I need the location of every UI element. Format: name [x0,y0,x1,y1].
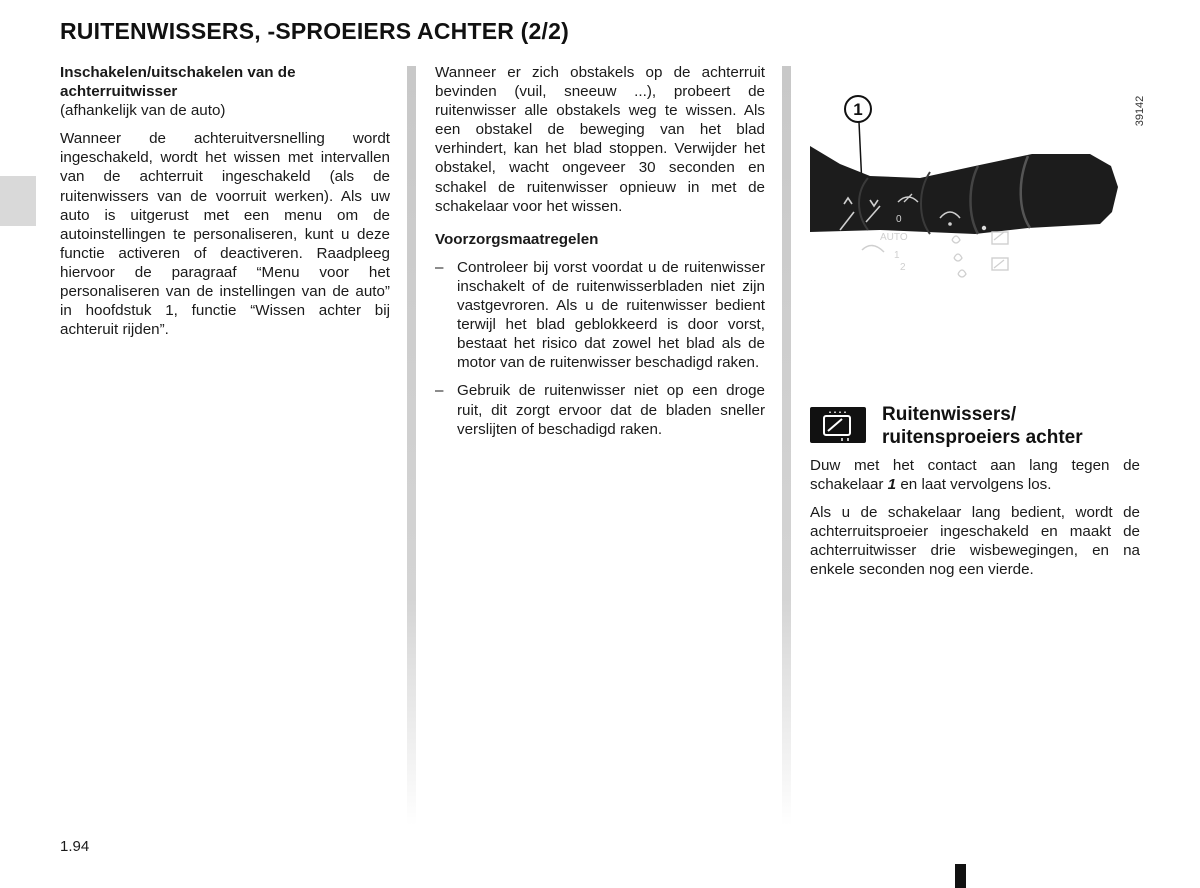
column-3 [810,456,1140,580]
stalk-label-1: 1 [894,250,900,261]
rear-wiper-icon [992,258,1008,270]
activation-body-text: Wanneer de achteruitversnelling wordt ingeschakeld, wordt het wissen met intervallen van de achterruit ingeschakeld (als de ruitenwissers van de voorruit werken). Als uw auto is uitgerust met een menu om de autoinstellingen te personaliseren, kunt u deze functie activeren of deactiveren. Raadpleeg hiervoor de paragraaf “Menu voor het personaliseren van de instellingen van de auto” in hoofdstuk 1, functie “Wissen achter bij achteruit rijden”. [60,130,390,339]
reference-code: 39142 [1134,95,1146,127]
page-number: 1.94 [60,838,90,855]
stalk-body [810,146,1118,234]
precaution-bullet-2 [435,381,765,438]
wiper-stalk-figure [800,62,1150,382]
column-divider-left [407,66,416,826]
washer-paragraph-1-start: Duw met het contact aan lang tegen de schakelaar [810,457,1140,494]
stalk-label-auto: AUTO [880,232,908,243]
section-title-line-1: Ruitenwissers/ [882,404,1017,425]
dash-marker: – [435,258,444,276]
washer-paragraph-1 [810,456,1140,494]
precaution-bullet-2-text: Gebruik de ruitenwisser niet op een droge ruit, dit zorgt ervoor dat de bladen sneller verslijten of beschadigd raken. [457,382,765,438]
page-corner-mark [955,864,966,888]
dot-marker [982,226,986,230]
washer-paragraph-1-end: en laat vervolgens los. [896,476,1052,494]
section-subheading: (afhankelijk van de auto) [60,102,226,120]
column-1 [60,63,390,339]
section-heading-activation: Inschakelen/uitschakelen van de achterruitwisser [60,64,296,101]
page-title: RUITENWISSERS, -SPROEIERS ACHTER (2/2) [60,18,569,44]
windscreen-wiper-icon [862,245,884,252]
washer-paragraph-2: Als u de schakelaar lang bedient, wordt de achterruitsproeier ingeschakeld en maakt de achterruitwisser drie wisbewegingen, en na enkele seconden nog een vierde. [810,504,1140,579]
rear-window-washer-icon [810,407,866,443]
column-2 [435,63,765,439]
dash-marker: – [435,382,444,400]
wiper-stalk-illustration [800,62,1150,382]
column-divider-right [782,66,791,826]
stalk-label-0: 0 [896,214,902,225]
precaution-bullet-1-text: Controleer bij vorst voordat u de ruitenwisser inschakelt of de ruitenwisserbladen niet zijn vastgevroren. Als u de ruitenwisser bedient terwijl het blad geblokkeerd is door vorst, bestaat het risico dat zowel het blad als de motor van de ruitenwisser beschadigd raken. [457,258,765,372]
section-title-line-2: ruitensproeiers achter [882,427,1083,448]
washer-drops-icon [952,236,966,277]
section-title [882,403,1083,449]
obstacle-paragraph: Wanneer er zich obstakels op de achterruit bevinden (vuil, sneeuw ...), probeert de ruitenwisser alle obstakels weg te wissen. Als een obstakel de beweging van het blad verhindert, kan het blad stoppen. Verwijder het obstakel, wacht ongeveer 30 seconden en schakel de ruitenwisser opnieuw in met de schakelaar voor het wissen. [435,64,765,215]
stalk-label-2: 2 [900,262,906,273]
switch-reference-number: 1 [887,476,897,494]
chapter-side-tab [0,176,36,226]
rear-washer-icon [992,232,1008,244]
precaution-bullet-1 [435,258,765,373]
callout-label: 1 [853,100,863,119]
rear-washer-section-header [810,403,1150,453]
precautions-heading: Voorzorgsmaatregelen [435,230,599,248]
